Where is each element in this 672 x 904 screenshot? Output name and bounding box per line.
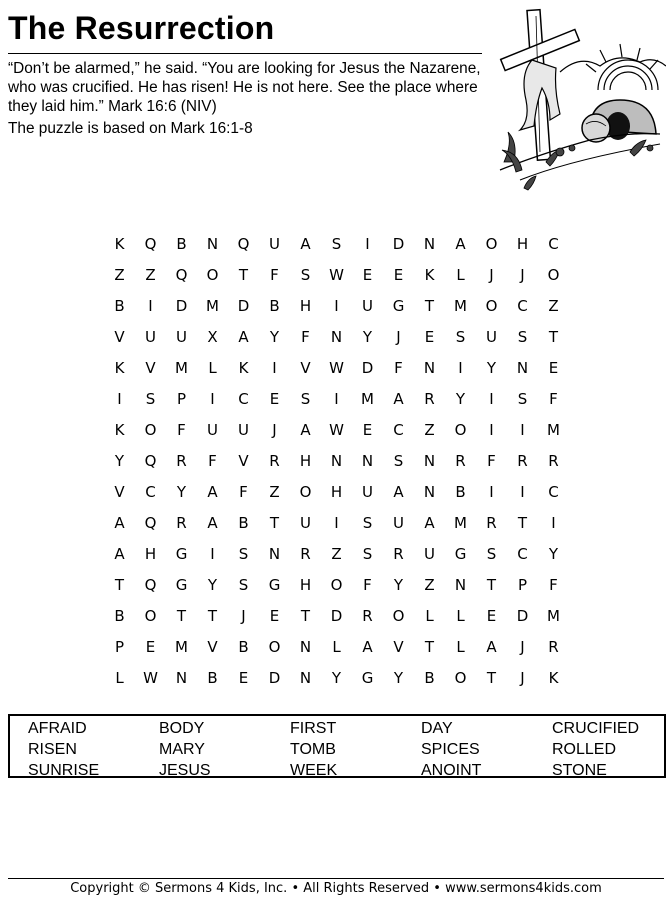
grid-letter[interactable]: N bbox=[299, 637, 312, 656]
word-list-item: AFRAID bbox=[28, 720, 87, 737]
word-list-item: TOMB bbox=[290, 741, 336, 758]
grid-letter[interactable]: O bbox=[299, 482, 312, 501]
word-list-item: STONE bbox=[552, 762, 607, 779]
grid-letter[interactable]: U bbox=[269, 234, 280, 253]
grid-letter[interactable]: D bbox=[330, 606, 343, 625]
grid-row bbox=[104, 259, 569, 290]
grid-letter[interactable]: R bbox=[517, 451, 528, 470]
grid-letter[interactable]: J bbox=[520, 668, 525, 687]
grid-letter[interactable]: U bbox=[486, 327, 497, 346]
grid-letter[interactable]: I bbox=[210, 544, 215, 563]
grid-letter[interactable]: N bbox=[516, 358, 529, 377]
word-list-column bbox=[290, 718, 337, 781]
word-list-item: CRUCIFIED bbox=[552, 720, 640, 737]
grid-letter[interactable]: Y bbox=[176, 482, 187, 501]
grid-letter[interactable]: F bbox=[394, 358, 403, 377]
grid-letter[interactable]: W bbox=[329, 265, 344, 284]
grid-letter[interactable]: T bbox=[548, 327, 559, 346]
grid-letter[interactable]: J bbox=[396, 327, 401, 346]
grid-letter[interactable]: G bbox=[454, 544, 467, 563]
grid-letter[interactable]: E bbox=[269, 389, 280, 408]
grid-letter[interactable]: H bbox=[299, 451, 312, 470]
word-list-item: ANOINT bbox=[421, 762, 482, 779]
grid-letter[interactable]: E bbox=[362, 265, 373, 284]
scripture-verse: “Don’t be alarmed,” he said. “You are looking for Jesus the Nazarene, who was crucified. He has risen! He is not here. See the place where they laid him.” Mark 16:6 (NIV) bbox=[8, 60, 481, 115]
grid-letter[interactable]: O bbox=[485, 234, 498, 253]
grid-letter[interactable]: I bbox=[334, 389, 339, 408]
grid-letter[interactable]: O bbox=[330, 575, 343, 594]
grid-letter[interactable]: A bbox=[114, 513, 125, 532]
grid-letter[interactable]: M bbox=[175, 637, 188, 656]
grid-letter[interactable]: I bbox=[365, 234, 370, 253]
grid-letter[interactable]: T bbox=[238, 265, 249, 284]
grid-letter[interactable]: J bbox=[241, 606, 246, 625]
grid-letter[interactable]: W bbox=[329, 358, 344, 377]
grid-letter[interactable]: D bbox=[175, 296, 188, 315]
grid-letter[interactable]: E bbox=[548, 358, 559, 377]
grid-letter[interactable]: T bbox=[207, 606, 218, 625]
grid-letter[interactable]: D bbox=[268, 668, 281, 687]
grid-letter[interactable]: Y bbox=[269, 327, 280, 346]
grid-letter[interactable]: C bbox=[393, 420, 404, 439]
grid-letter[interactable]: O bbox=[392, 606, 405, 625]
grid-letter[interactable]: O bbox=[547, 265, 560, 284]
grid-letter[interactable]: B bbox=[455, 482, 466, 501]
grid-letter[interactable]: E bbox=[362, 420, 373, 439]
grid-letter[interactable]: A bbox=[393, 482, 404, 501]
grid-row bbox=[104, 228, 569, 259]
grid-letter[interactable]: Y bbox=[393, 668, 404, 687]
grid-letter[interactable]: R bbox=[362, 606, 373, 625]
grid-letter[interactable]: Y bbox=[114, 451, 125, 470]
grid-letter[interactable]: O bbox=[454, 668, 467, 687]
grid-letter[interactable]: Z bbox=[424, 575, 435, 594]
grid-row bbox=[104, 631, 569, 662]
grid-letter[interactable]: J bbox=[272, 420, 277, 439]
grid-letter[interactable]: E bbox=[145, 637, 156, 656]
word-list-column bbox=[28, 718, 99, 781]
grid-letter[interactable]: G bbox=[175, 575, 188, 594]
word-list-item: MARY bbox=[159, 741, 205, 758]
grid-letter[interactable]: T bbox=[300, 606, 311, 625]
cross-tomb-illustration bbox=[490, 2, 666, 202]
grid-letter[interactable]: U bbox=[362, 296, 373, 315]
grid-letter[interactable]: H bbox=[299, 575, 312, 594]
grid-letter[interactable]: G bbox=[268, 575, 281, 594]
grid-letter[interactable]: B bbox=[424, 668, 435, 687]
grid-letter[interactable]: S bbox=[455, 327, 466, 346]
word-list-column bbox=[552, 718, 639, 781]
word-list-column bbox=[159, 718, 211, 781]
grid-row bbox=[104, 538, 569, 569]
grid-letter[interactable]: F bbox=[549, 575, 558, 594]
grid-letter[interactable]: A bbox=[207, 513, 218, 532]
word-list-item: DAY bbox=[421, 720, 453, 737]
grid-letter[interactable]: K bbox=[114, 420, 125, 439]
grid-letter[interactable]: I bbox=[210, 389, 215, 408]
word-list-item: RISEN bbox=[28, 741, 77, 758]
grid-letter[interactable]: F bbox=[301, 327, 310, 346]
word-list-item: WEEK bbox=[290, 762, 338, 779]
word-list-item: FIRST bbox=[290, 720, 337, 737]
grid-letter[interactable]: Y bbox=[548, 544, 559, 563]
grid-letter[interactable]: A bbox=[238, 327, 249, 346]
grid-letter[interactable]: S bbox=[517, 389, 528, 408]
grid-letter[interactable]: S bbox=[145, 389, 156, 408]
grid-letter[interactable]: K bbox=[114, 234, 125, 253]
grid-letter[interactable]: J bbox=[520, 637, 525, 656]
grid-letter[interactable]: C bbox=[145, 482, 156, 501]
grid-letter[interactable]: P bbox=[517, 575, 528, 594]
grid-letter[interactable]: V bbox=[393, 637, 404, 656]
grid-letter[interactable]: H bbox=[330, 482, 343, 501]
grid-letter[interactable]: E bbox=[486, 606, 497, 625]
grid-letter[interactable]: N bbox=[206, 234, 219, 253]
grid-letter[interactable]: S bbox=[300, 389, 311, 408]
grid-letter[interactable]: A bbox=[362, 637, 373, 656]
grid-letter[interactable]: S bbox=[238, 544, 249, 563]
grid-letter[interactable]: L bbox=[425, 606, 434, 625]
grid-letter[interactable]: I bbox=[520, 420, 525, 439]
grid-letter[interactable]: R bbox=[176, 451, 187, 470]
grid-letter[interactable]: B bbox=[238, 513, 249, 532]
grid-letter[interactable]: V bbox=[145, 358, 156, 377]
grid-letter[interactable]: I bbox=[458, 358, 463, 377]
grid-letter[interactable]: O bbox=[144, 606, 157, 625]
grid-letter[interactable]: L bbox=[456, 637, 465, 656]
grid-letter[interactable]: I bbox=[489, 389, 494, 408]
grid-letter[interactable]: P bbox=[176, 389, 187, 408]
grid-row bbox=[104, 383, 569, 414]
grid-row bbox=[104, 662, 569, 693]
grid-letter[interactable]: R bbox=[486, 513, 497, 532]
grid-letter[interactable]: G bbox=[175, 544, 188, 563]
grid-letter[interactable]: O bbox=[485, 296, 498, 315]
grid-letter[interactable]: Z bbox=[145, 265, 156, 284]
grid-letter[interactable]: C bbox=[548, 234, 559, 253]
grid-letter[interactable]: B bbox=[207, 668, 218, 687]
grid-letter[interactable]: I bbox=[520, 482, 525, 501]
grid-letter[interactable]: N bbox=[423, 234, 436, 253]
grid-letter[interactable]: U bbox=[145, 327, 156, 346]
grid-letter[interactable]: V bbox=[114, 482, 125, 501]
grid-letter[interactable]: H bbox=[144, 544, 157, 563]
grid-letter[interactable]: R bbox=[548, 637, 559, 656]
title-divider bbox=[8, 53, 482, 54]
grid-row bbox=[104, 445, 569, 476]
grid-row bbox=[104, 290, 569, 321]
grid-letter[interactable]: T bbox=[269, 513, 280, 532]
grid-letter[interactable]: U bbox=[362, 482, 373, 501]
grid-letter[interactable]: A bbox=[207, 482, 218, 501]
grid-letter[interactable]: O bbox=[268, 637, 281, 656]
grid-letter[interactable]: E bbox=[393, 265, 404, 284]
word-list-box bbox=[8, 714, 666, 778]
grid-letter[interactable]: A bbox=[424, 513, 435, 532]
grid-letter[interactable]: V bbox=[300, 358, 311, 377]
grid-letter[interactable]: A bbox=[300, 420, 311, 439]
grid-letter[interactable]: M bbox=[547, 606, 560, 625]
grid-letter[interactable]: U bbox=[300, 513, 311, 532]
grid-row bbox=[104, 569, 569, 600]
grid-letter[interactable]: D bbox=[392, 234, 405, 253]
grid-letter[interactable]: X bbox=[207, 327, 218, 346]
grid-letter[interactable]: M bbox=[454, 513, 467, 532]
grid-letter[interactable]: W bbox=[329, 420, 344, 439]
grid-letter[interactable]: O bbox=[206, 265, 219, 284]
grid-letter[interactable]: S bbox=[486, 544, 497, 563]
word-search-grid bbox=[104, 228, 569, 693]
grid-letter[interactable]: Q bbox=[237, 234, 250, 253]
grid-letter[interactable]: S bbox=[331, 234, 342, 253]
grid-letter[interactable]: O bbox=[454, 420, 467, 439]
grid-letter[interactable]: G bbox=[361, 668, 374, 687]
grid-letter[interactable]: F bbox=[270, 265, 279, 284]
grid-letter[interactable]: N bbox=[268, 544, 281, 563]
grid-row bbox=[104, 414, 569, 445]
puzzle-source-note: The puzzle is based on Mark 16:1-8 bbox=[8, 120, 253, 137]
grid-letter[interactable]: Y bbox=[486, 358, 497, 377]
word-list-item: SUNRISE bbox=[28, 762, 100, 779]
grid-letter[interactable]: S bbox=[300, 265, 311, 284]
grid-letter[interactable]: U bbox=[393, 513, 404, 532]
grid-letter[interactable]: Z bbox=[114, 265, 125, 284]
grid-letter[interactable]: C bbox=[548, 482, 559, 501]
grid-letter[interactable]: N bbox=[423, 358, 436, 377]
grid-letter[interactable]: C bbox=[517, 544, 528, 563]
copyright-footer: Copyright © Sermons 4 Kids, Inc. • All Rights Reserved • www.sermons4kids.com bbox=[70, 881, 602, 896]
grid-letter[interactable]: M bbox=[454, 296, 467, 315]
grid-letter[interactable]: T bbox=[517, 513, 528, 532]
word-list-item: BODY bbox=[159, 720, 205, 737]
grid-letter[interactable]: B bbox=[238, 637, 249, 656]
grid-letter[interactable]: L bbox=[208, 358, 217, 377]
grid-letter[interactable]: N bbox=[330, 327, 343, 346]
grid-letter[interactable]: F bbox=[208, 451, 217, 470]
grid-letter[interactable]: B bbox=[269, 296, 280, 315]
grid-letter[interactable]: V bbox=[207, 637, 218, 656]
page-title: The Resurrection bbox=[8, 10, 275, 46]
grid-letter[interactable]: B bbox=[176, 234, 187, 253]
grid-letter[interactable]: S bbox=[362, 513, 373, 532]
grid-letter[interactable]: W bbox=[143, 668, 158, 687]
grid-letter[interactable]: R bbox=[424, 389, 435, 408]
grid-letter[interactable]: C bbox=[238, 389, 249, 408]
grid-letter[interactable]: K bbox=[548, 668, 559, 687]
grid-letter[interactable]: R bbox=[548, 451, 559, 470]
grid-letter[interactable]: R bbox=[176, 513, 187, 532]
grid-letter[interactable]: S bbox=[517, 327, 528, 346]
grid-letter[interactable]: I bbox=[551, 513, 556, 532]
grid-letter[interactable]: Q bbox=[175, 265, 188, 284]
grid-letter[interactable]: K bbox=[238, 358, 249, 377]
grid-letter[interactable]: N bbox=[361, 451, 374, 470]
footer-divider bbox=[8, 878, 664, 879]
grid-letter[interactable]: A bbox=[114, 544, 125, 563]
grid-letter[interactable]: K bbox=[114, 358, 125, 377]
grid-row bbox=[104, 507, 569, 538]
grid-letter[interactable]: I bbox=[117, 389, 122, 408]
word-list-column bbox=[421, 718, 481, 781]
grid-letter[interactable]: I bbox=[489, 420, 494, 439]
grid-letter[interactable]: I bbox=[334, 513, 339, 532]
grid-letter[interactable]: J bbox=[489, 265, 494, 284]
grid-letter[interactable]: H bbox=[299, 296, 312, 315]
grid-letter[interactable]: C bbox=[517, 296, 528, 315]
grid-row bbox=[104, 321, 569, 352]
grid-letter[interactable]: Y bbox=[331, 668, 342, 687]
grid-letter[interactable]: R bbox=[393, 544, 404, 563]
grid-letter[interactable]: L bbox=[456, 265, 465, 284]
grid-letter[interactable]: N bbox=[330, 451, 343, 470]
grid-letter[interactable]: T bbox=[176, 606, 187, 625]
grid-row bbox=[104, 476, 569, 507]
grid-letter[interactable]: I bbox=[272, 358, 277, 377]
grid-row bbox=[104, 600, 569, 631]
grid-letter[interactable]: Y bbox=[362, 327, 373, 346]
grid-letter[interactable]: R bbox=[455, 451, 466, 470]
grid-letter[interactable]: I bbox=[148, 296, 153, 315]
grid-letter[interactable]: T bbox=[486, 575, 497, 594]
grid-letter[interactable]: A bbox=[486, 637, 497, 656]
sun-icon bbox=[586, 44, 658, 90]
grid-letter[interactable]: F bbox=[487, 451, 496, 470]
grid-letter[interactable]: F bbox=[177, 420, 186, 439]
grid-letter[interactable]: E bbox=[269, 606, 280, 625]
grid-letter[interactable]: G bbox=[392, 296, 405, 315]
grid-letter[interactable]: V bbox=[114, 327, 125, 346]
grid-letter[interactable]: S bbox=[238, 575, 249, 594]
grid-letter[interactable]: M bbox=[547, 420, 560, 439]
grid-letter[interactable]: F bbox=[549, 389, 558, 408]
grid-letter[interactable]: L bbox=[456, 606, 465, 625]
grid-letter[interactable]: Y bbox=[393, 575, 404, 594]
grid-letter[interactable]: R bbox=[300, 544, 311, 563]
grid-letter[interactable]: Z bbox=[331, 544, 342, 563]
word-list-item: SPICES bbox=[421, 741, 480, 758]
grid-letter[interactable]: E bbox=[424, 327, 435, 346]
grid-letter[interactable]: V bbox=[238, 451, 249, 470]
grid-letter[interactable]: A bbox=[300, 234, 311, 253]
grid-letter[interactable]: E bbox=[238, 668, 249, 687]
grid-letter[interactable]: T bbox=[486, 668, 497, 687]
grid-letter[interactable]: S bbox=[393, 451, 404, 470]
grid-letter[interactable]: T bbox=[424, 637, 435, 656]
grid-letter[interactable]: T bbox=[114, 575, 125, 594]
grid-letter[interactable]: K bbox=[424, 265, 435, 284]
grid-letter[interactable]: D bbox=[237, 296, 250, 315]
grid-letter[interactable]: H bbox=[516, 234, 529, 253]
grid-letter[interactable]: Z bbox=[269, 482, 280, 501]
grid-letter[interactable]: P bbox=[114, 637, 125, 656]
word-list-item: JESUS bbox=[159, 762, 211, 779]
grid-letter[interactable]: M bbox=[175, 358, 188, 377]
grid-letter[interactable]: L bbox=[115, 668, 124, 687]
grid-letter[interactable]: U bbox=[424, 544, 435, 563]
grid-letter[interactable]: Z bbox=[548, 296, 559, 315]
word-list-item: ROLLED bbox=[552, 741, 617, 758]
grid-letter[interactable]: N bbox=[423, 451, 436, 470]
grid-letter[interactable]: N bbox=[423, 482, 436, 501]
grid-letter[interactable]: Q bbox=[144, 234, 157, 253]
grid-letter[interactable]: I bbox=[489, 482, 494, 501]
grid-letter[interactable]: O bbox=[144, 420, 157, 439]
grid-letter[interactable]: Z bbox=[424, 420, 435, 439]
grid-letter[interactable]: Y bbox=[455, 389, 466, 408]
grid-letter[interactable]: S bbox=[362, 544, 373, 563]
grid-letter[interactable]: M bbox=[206, 296, 219, 315]
grid-letter[interactable]: N bbox=[175, 668, 188, 687]
grid-letter[interactable]: I bbox=[334, 296, 339, 315]
grid-letter[interactable]: U bbox=[176, 327, 187, 346]
grid-letter[interactable]: A bbox=[393, 389, 404, 408]
grid-row bbox=[104, 352, 569, 383]
grid-letter[interactable]: N bbox=[299, 668, 312, 687]
grid-letter[interactable]: B bbox=[114, 296, 125, 315]
grid-letter[interactable]: U bbox=[238, 420, 249, 439]
grid-letter[interactable]: N bbox=[454, 575, 467, 594]
grid-letter[interactable]: D bbox=[361, 358, 374, 377]
grid-letter[interactable]: B bbox=[114, 606, 125, 625]
grid-letter[interactable]: T bbox=[424, 296, 435, 315]
grid-letter[interactable]: Q bbox=[144, 575, 157, 594]
grid-letter[interactable]: J bbox=[520, 265, 525, 284]
grid-letter[interactable]: R bbox=[269, 451, 280, 470]
grid-letter[interactable]: U bbox=[207, 420, 218, 439]
grid-letter[interactable]: Q bbox=[144, 513, 157, 532]
grid-letter[interactable]: D bbox=[516, 606, 529, 625]
grid-letter[interactable]: L bbox=[332, 637, 341, 656]
grid-letter[interactable]: A bbox=[455, 234, 466, 253]
grid-letter[interactable]: M bbox=[361, 389, 374, 408]
grid-letter[interactable]: F bbox=[239, 482, 248, 501]
grid-letter[interactable]: F bbox=[363, 575, 372, 594]
grid-letter[interactable]: Q bbox=[144, 451, 157, 470]
grid-letter[interactable]: Y bbox=[207, 575, 218, 594]
